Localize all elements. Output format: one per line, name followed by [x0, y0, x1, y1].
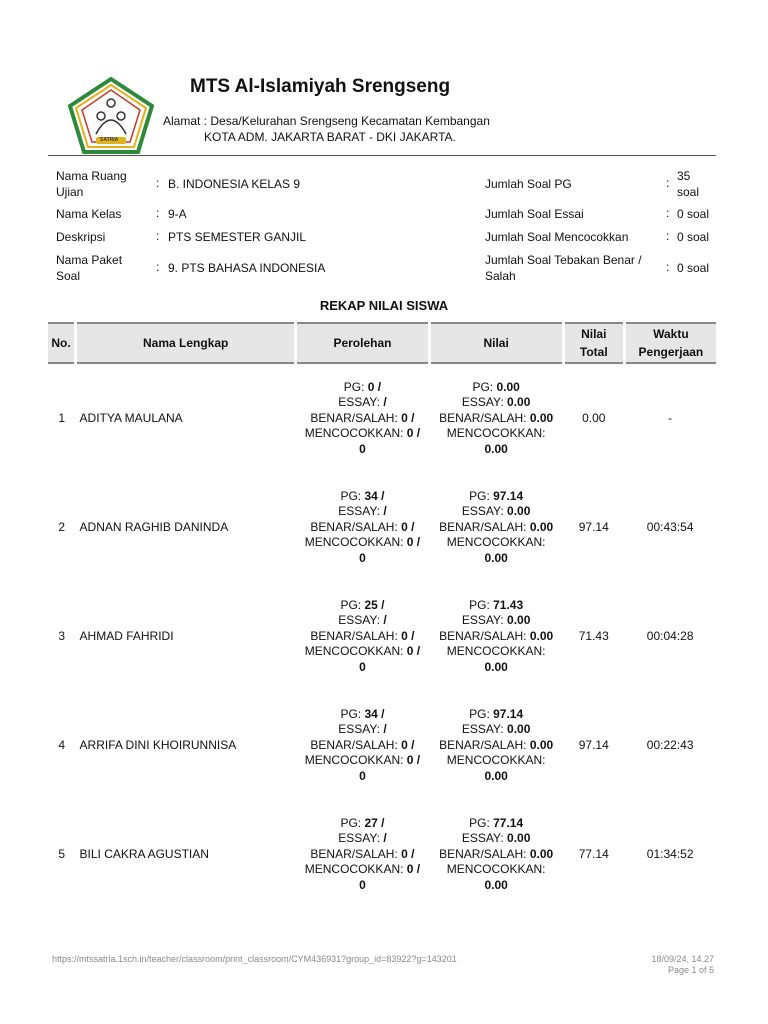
cell-nilai-total: 97.14: [578, 737, 609, 752]
nilai-essay: 0.00: [507, 395, 531, 410]
table-row: [48, 582, 716, 691]
label-pg: PG:: [340, 597, 365, 612]
label-benar-salah: BENAR/SALAH:: [439, 628, 530, 643]
cell-name: AHMAD FAHRIDI: [79, 628, 174, 643]
cell-nilai-total: 77.14: [578, 846, 609, 861]
info-colon: :: [156, 176, 160, 190]
perolehan-benar-salah: 0 /: [401, 846, 415, 861]
header-perolehan: Perolehan: [296, 323, 429, 363]
info-colon: :: [666, 206, 670, 220]
label-essay: ESSAY:: [461, 722, 508, 737]
footer-page: Page 1 of 5: [667, 965, 714, 975]
header-waktu: [624, 323, 716, 363]
header-nilai-total-text: Nilai Total: [579, 327, 608, 359]
nilai-benar-salah: 0.00: [529, 410, 554, 425]
perolehan-mencocokkan: 0 /: [406, 644, 421, 659]
nilai-pg: 71.43: [493, 597, 524, 612]
nilai-pg: 97.14: [493, 488, 524, 503]
info-colon: :: [156, 229, 160, 243]
label-pg: PG:: [472, 379, 497, 394]
perolehan-benar-salah: 0 /: [401, 410, 415, 425]
label-pg: PG:: [340, 706, 365, 721]
info-value-kelas: 9-A: [168, 207, 187, 221]
nilai-mencocokkan: 0.00: [484, 768, 508, 783]
info-value-pg: 35 soal: [677, 169, 700, 199]
perolehan-essay: /: [383, 613, 387, 628]
cell-no: 5: [58, 846, 66, 861]
header-no: No.: [48, 323, 76, 363]
label-benar-salah: BENAR/SALAH:: [310, 410, 402, 425]
info-label-benar-salah: Jumlah Soal Tebakan Benar / Salah: [485, 253, 642, 283]
cell-no: 2: [58, 519, 66, 534]
info-colon: :: [666, 229, 670, 243]
cell-nilai-total: 0.00: [582, 410, 606, 425]
logo-text: SATRIA: [100, 137, 119, 143]
nilai-pg: 77.14: [493, 815, 524, 830]
info-colon: :: [156, 260, 160, 274]
label-benar-salah: BENAR/SALAH:: [310, 628, 402, 643]
header-nama: Nama Lengkap: [76, 323, 296, 363]
label-essay: ESSAY:: [338, 504, 384, 519]
label-essay: ESSAY:: [338, 831, 384, 846]
label-benar-salah: BENAR/SALAH:: [439, 846, 530, 861]
label-benar-salah: BENAR/SALAH:: [439, 410, 530, 425]
label-benar-salah: BENAR/SALAH:: [439, 519, 530, 534]
header-nilai: Nilai: [429, 323, 563, 363]
info-label-essai: Jumlah Soal Essai: [485, 207, 584, 221]
label-mencocokkan: MENCOCOKKAN:: [446, 862, 546, 877]
label-essay: ESSAY:: [461, 504, 508, 519]
perolehan-essay: /: [383, 722, 387, 737]
school-logo: [66, 76, 156, 156]
label-pg: PG:: [469, 815, 494, 830]
info-colon: :: [156, 206, 160, 220]
label-mencocokkan: MENCOCOKKAN:: [304, 426, 407, 441]
cell-name: ARRIFA DINI KHOIRUNNISA: [79, 737, 237, 752]
label-mencocokkan: MENCOCOKKAN:: [304, 753, 407, 768]
perolehan-mencocokkan: 0 /: [406, 862, 421, 877]
perolehan-essay: /: [383, 395, 387, 410]
info-label-kelas: Nama Kelas: [56, 207, 122, 221]
school-name: MTS Al-Islamiyah Srengseng: [190, 76, 451, 97]
label-benar-salah: BENAR/SALAH:: [310, 737, 402, 752]
label-essay: ESSAY:: [338, 395, 384, 410]
cell-waktu: 00:04:28: [646, 628, 694, 643]
cell-waktu: 00:43:54: [646, 519, 694, 534]
header-waktu-text: Waktu Pengerjaan: [638, 327, 704, 359]
nilai-mencocokkan: 0.00: [484, 877, 508, 892]
info-value-deskripsi: PTS SEMESTER GANJIL: [168, 230, 307, 244]
perolehan-pg: 34 /: [364, 706, 385, 721]
label-essay: ESSAY:: [461, 395, 508, 410]
info-label-deskripsi: Deskripsi: [56, 230, 106, 244]
perolehan-last: 0: [359, 550, 366, 565]
section-title: REKAP NILAI SISWA: [319, 298, 449, 313]
nilai-essay: 0.00: [507, 613, 531, 628]
label-pg: PG:: [469, 488, 494, 503]
label-pg: PG:: [340, 488, 365, 503]
label-mencocokkan: MENCOCOKKAN:: [304, 535, 407, 550]
cell-perolehan: [296, 691, 429, 800]
cell-waktu: 01:34:52: [646, 846, 694, 861]
label-pg: PG:: [469, 597, 494, 612]
cell-no: 4: [58, 737, 66, 752]
perolehan-benar-salah: 0 /: [401, 737, 415, 752]
label-benar-salah: BENAR/SALAH:: [310, 846, 402, 861]
cell-perolehan: [296, 363, 429, 473]
footer-url: https://mtssatria.1sch.in/teacher/classroom/print_classroom/CYM436931?group_id=83922?g=143201: [52, 954, 457, 964]
address-line-1: Alamat : Desa/Kelurahan Srengseng Kecamatan Kembangan: [163, 114, 490, 128]
info-label-mencocokkan: Jumlah Soal Mencocokkan: [485, 230, 629, 244]
label-mencocokkan: MENCOCOKKAN:: [446, 753, 546, 768]
cell-perolehan: [296, 800, 429, 909]
nilai-mencocokkan: 0.00: [484, 659, 508, 674]
nilai-pg: 97.14: [493, 706, 524, 721]
info-value-ruang: B. INDONESIA KELAS 9: [168, 177, 301, 191]
cell-nilai: [429, 582, 563, 691]
label-mencocokkan: MENCOCOKKAN:: [304, 644, 407, 659]
perolehan-pg: 27 /: [364, 815, 385, 830]
cell-name: ADITYA MAULANA: [79, 410, 183, 425]
info-value-mencocokkan: 0 soal: [677, 230, 710, 244]
info-value-paket: 9. PTS BAHASA INDONESIA: [168, 261, 326, 275]
label-benar-salah: BENAR/SALAH:: [439, 737, 530, 752]
nilai-benar-salah: 0.00: [529, 846, 554, 861]
cell-nilai-total: 71.43: [578, 628, 609, 643]
label-mencocokkan: MENCOCOKKAN:: [446, 644, 546, 659]
nilai-essay: 0.00: [507, 831, 531, 846]
label-essay: ESSAY:: [461, 831, 508, 846]
cell-no: 3: [58, 628, 66, 643]
table-body: [48, 363, 716, 909]
cell-nilai: [429, 473, 563, 582]
table-header-row: [48, 323, 716, 363]
info-label-paket: Nama Paket Soal: [56, 253, 123, 283]
perolehan-last: 0: [359, 659, 366, 674]
cell-nilai-total: 97.14: [578, 519, 609, 534]
nilai-essay: 0.00: [507, 722, 531, 737]
perolehan-last: 0: [359, 768, 366, 783]
label-essay: ESSAY:: [338, 613, 384, 628]
label-essay: ESSAY:: [461, 613, 508, 628]
cell-name: BILI CAKRA AGUSTIAN: [79, 846, 209, 861]
label-pg: PG:: [340, 815, 365, 830]
table-row: [48, 691, 716, 800]
cell-waktu: -: [668, 410, 673, 425]
rekap-table: [48, 322, 716, 909]
nilai-mencocokkan: 0.00: [484, 441, 508, 456]
label-pg: PG:: [343, 379, 368, 394]
cell-name: ADNAN RAGHIB DANINDA: [79, 519, 229, 534]
cell-nilai: [429, 363, 563, 473]
nilai-benar-salah: 0.00: [529, 519, 554, 534]
header-divider: [48, 155, 716, 156]
cell-nilai: [429, 800, 563, 909]
label-benar-salah: BENAR/SALAH:: [310, 519, 402, 534]
label-essay: ESSAY:: [338, 722, 384, 737]
perolehan-benar-salah: 0 /: [401, 519, 415, 534]
label-mencocokkan: MENCOCOKKAN:: [304, 862, 407, 877]
table-row: [48, 363, 716, 473]
header-nilai-total: [563, 323, 624, 363]
cell-perolehan: [296, 582, 429, 691]
perolehan-mencocokkan: 0 /: [406, 426, 421, 441]
perolehan-pg: 34 /: [364, 488, 385, 503]
perolehan-mencocokkan: 0 /: [406, 753, 421, 768]
cell-nilai: [429, 691, 563, 800]
perolehan-essay: /: [383, 504, 387, 519]
cell-perolehan: [296, 473, 429, 582]
label-mencocokkan: MENCOCOKKAN:: [446, 535, 546, 550]
footer-date: 18/09/24, 14.27: [651, 954, 714, 964]
info-colon: :: [666, 176, 670, 190]
info-value-benar-salah: 0 soal: [677, 261, 710, 275]
nilai-mencocokkan: 0.00: [484, 550, 508, 565]
cell-no: 1: [58, 410, 66, 425]
perolehan-last: 0: [359, 877, 366, 892]
cell-waktu: 00:22:43: [646, 737, 694, 752]
perolehan-benar-salah: 0 /: [401, 628, 415, 643]
nilai-benar-salah: 0.00: [529, 628, 554, 643]
perolehan-pg: 25 /: [364, 597, 385, 612]
nilai-pg: 0.00: [496, 379, 520, 394]
info-colon: :: [666, 260, 670, 274]
table-row: [48, 473, 716, 582]
nilai-essay: 0.00: [507, 504, 531, 519]
info-label-ruang: Nama Ruang Ujian: [56, 169, 127, 199]
info-value-essai: 0 soal: [677, 207, 710, 221]
perolehan-last: 0: [359, 441, 366, 456]
perolehan-mencocokkan: 0 /: [406, 535, 421, 550]
label-pg: PG:: [469, 706, 494, 721]
label-mencocokkan: MENCOCOKKAN:: [446, 426, 546, 441]
perolehan-essay: /: [383, 831, 387, 846]
nilai-benar-salah: 0.00: [529, 737, 554, 752]
perolehan-pg: 0 /: [367, 379, 382, 394]
info-label-pg: Jumlah Soal PG: [485, 177, 572, 191]
table-row: [48, 800, 716, 909]
address-line-2: KOTA ADM. JAKARTA BARAT - DKI JAKARTA.: [204, 130, 456, 144]
